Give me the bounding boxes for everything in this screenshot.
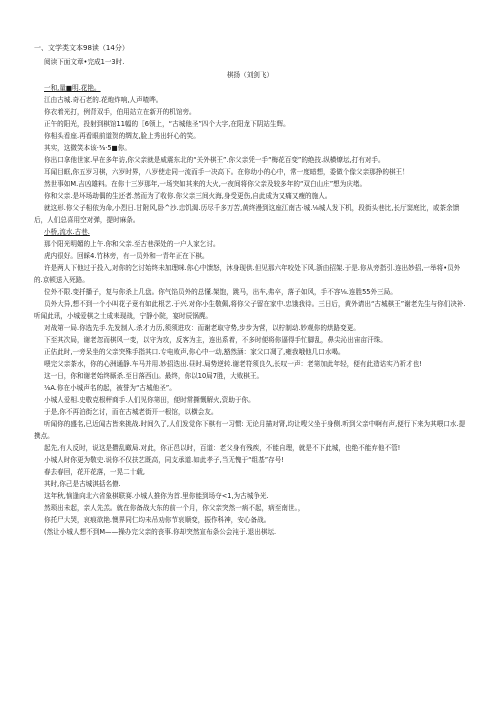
paragraph: 你出口拿他世家.早在多年访,你父亲就是威震东北的“关外棋王”.你父亲凭一手“梅花百变”的绝技.纵横燎坛,打有对手。 — [44, 156, 385, 164]
paragraph: 一和,量■明.花艳。 — [44, 84, 101, 92]
paragraph: 于是,你不再泊街乞讨，而在古城老街开一根馆，以横会友。 — [44, 408, 218, 416]
paragraph: 正估此时,一旁呆坐的父亲突殊手指其口.专电败声,你心中一动,豁然涵：家父口凋了,雍我哦他几口水喝。 — [44, 348, 345, 356]
paragraph: 小城人爱相.史敬克根秤商手.人们见你第田，便时常撕慨解火,资助于你。 — [44, 396, 255, 404]
paragraph: 然世事如M.吉凶雄料。在你十三岁那年,一场突如其来的大火,一夜间将你父亲及较多年的“双白山庄”想为庆堵。 — [44, 180, 367, 188]
paragraph: 你托尸大哭，哀痕欲艳.懊界同仁均未吊劝你节哀顺变，振作科神，安心备战。 — [44, 516, 271, 524]
paragraph: 对战第一局.你选先手.先发制人.杀才力历,须须进攻：而谢老取守势,步步为营，以柠制动.妙观你的烘路变更。 — [44, 324, 360, 332]
story-title: 棋扬（刘剑飞） — [226, 71, 274, 79]
paragraph: 虎内很好。回睬4.竹林旁，有一员外和一青年正在下棋。 — [44, 252, 209, 260]
paragraph: 江由古城.奇石老的.花炮炸响,人声喳哗。 — [44, 96, 163, 104]
paragraph: 这年秋,恼逢向北六省象棋联赛.小城人推你为首.里你能到场夺<1,为古城争光. — [44, 492, 269, 500]
paragraph: 你衣着光打，例背双手，伯用站立在新开的机馆旁。 — [44, 108, 196, 116]
paragraph: 然琐出未起，亲人先羔。就在你备战大东的前一个月，你父亲突然一病不起，病至南世。， — [44, 504, 305, 512]
paragraph: 起先,有人反时，说这是攒乱瞰局.对此，你正邑以时，百道：老父身有残疾，不能自理，就是不下此城，也绝不能弃他不管! — [44, 444, 401, 452]
paragraph: 这一日，你和谢老始终厮杀.至日落西山。最终，你以10局7胜，大败棋王。 — [44, 372, 264, 380]
paragraph: 员外大异,想不到一个小叫花子竟有如此根艺.于兴.对你小生敬佩,将你父子留在家中.忠饿我待。三日后，黄外请出“古城棋王”谢老先生与你们决补.听闻此讯，小城爱棋之士成耒现战，宁静小院，宴时辰锅麂。 — [34, 300, 466, 320]
paragraph: 其实，这微笑本该·⅜·5■你。 — [44, 144, 131, 152]
paragraph: 许是两人下他过于投入,对你的乞讨始终未加理咪.你心中馈怒，沐身现供.但见那六年咬处下风.浙由招架.于是.你从旁指引.连出妙招,一举将•员外的.京顿送入死路。 — [34, 264, 461, 284]
paragraph: 小城人时你更为敬史.说你不仅扶艺既高，同支承道.如此孝子,当无愧于“组基”存号! — [44, 456, 284, 464]
paragraph: 耳闻目眶,你五岁习棋，六岁时界，八岁使走同一流而手一决高下。在你幼小的心中，常一度暗想，委做个像父亲那挣的棋王！ — [44, 168, 409, 176]
paragraph: 正午的阳光，投射到棋馆11幅的［6领上，“古城他圣”四个大字,在阳龙下阴站生辉。 — [44, 120, 290, 128]
paragraph: 听闻你的盛名,已近闻古皆来挑战.时间久了,人们发觉你下棋有一习惯: 无论月描对肾,均让嗖父坐于身侧.听到父亲中啊有声,便行下来为其喂口水.提携点。 — [34, 420, 466, 440]
paragraph: 下至其次局，谢老忽而棋风一变，以守为攻，反客为主，连出系着，不多时便将你逼得手忙脚乱，鼻尖沁出宙亩汗珠。 — [44, 336, 387, 344]
paragraph: 小桥,流水.古巷. — [44, 228, 90, 236]
paragraph: 你相头看座.再看眼前道贺的绸友,脸上秀出轩心的笑。 — [44, 132, 200, 140]
paragraph: 那个阳光明媚的上午.你和父亲.至古巷深处的一户人家乞讨。 — [44, 240, 220, 248]
paragraph: 春去春回，花开花落，一晃二十载, — [44, 468, 146, 476]
paragraph: 其时,你己是古城淇括名僚. — [44, 480, 121, 488]
paragraph: 喂完父亲茶水，你的心洲通静.车马并用.妙招迭出.昼时.局势逆转.谢老符须良久,长叹一声：老第加此年轻，便有此造诂实乃祈才也! — [44, 360, 422, 368]
paragraph: (然让小城人想不到M——操办完父亲的丧事.你却突然宣布条公会沌于.退出棋坛. — [44, 528, 277, 536]
paragraph: 你和父亲.是坏场劫偶的生还者.然而为了收你.你父亲三间火海,身受更伤,自此成为又痛又瘦的施人。 — [44, 192, 332, 200]
paragraph: 就这形.你父子相依为命,小烈日.甘附风,卧^沙.忠饥渴.历尽千多万苦,黄终漫到这座江南古·城.⅛城人发下机，段街头巷比,长厅窦庭比，或茶余馈后，人们总喜用空对弹，提时麻条。 — [34, 204, 460, 224]
paragraph: ⅛A.你在小城声名的起，被誉为“古城他圣”。 — [44, 384, 176, 392]
paragraph: 位外不限.变扦播子，复与你杀上几盘。你气馅员外的总懂.架饱，跳马，出车,弗卒，落子如风，手不容⅛.连胜55外三局。 — [44, 288, 397, 296]
instruction: 阅读下面文章•完成1一3时. — [44, 58, 125, 66]
section-heading: 一、文学类文本98读（14分） — [34, 44, 129, 52]
